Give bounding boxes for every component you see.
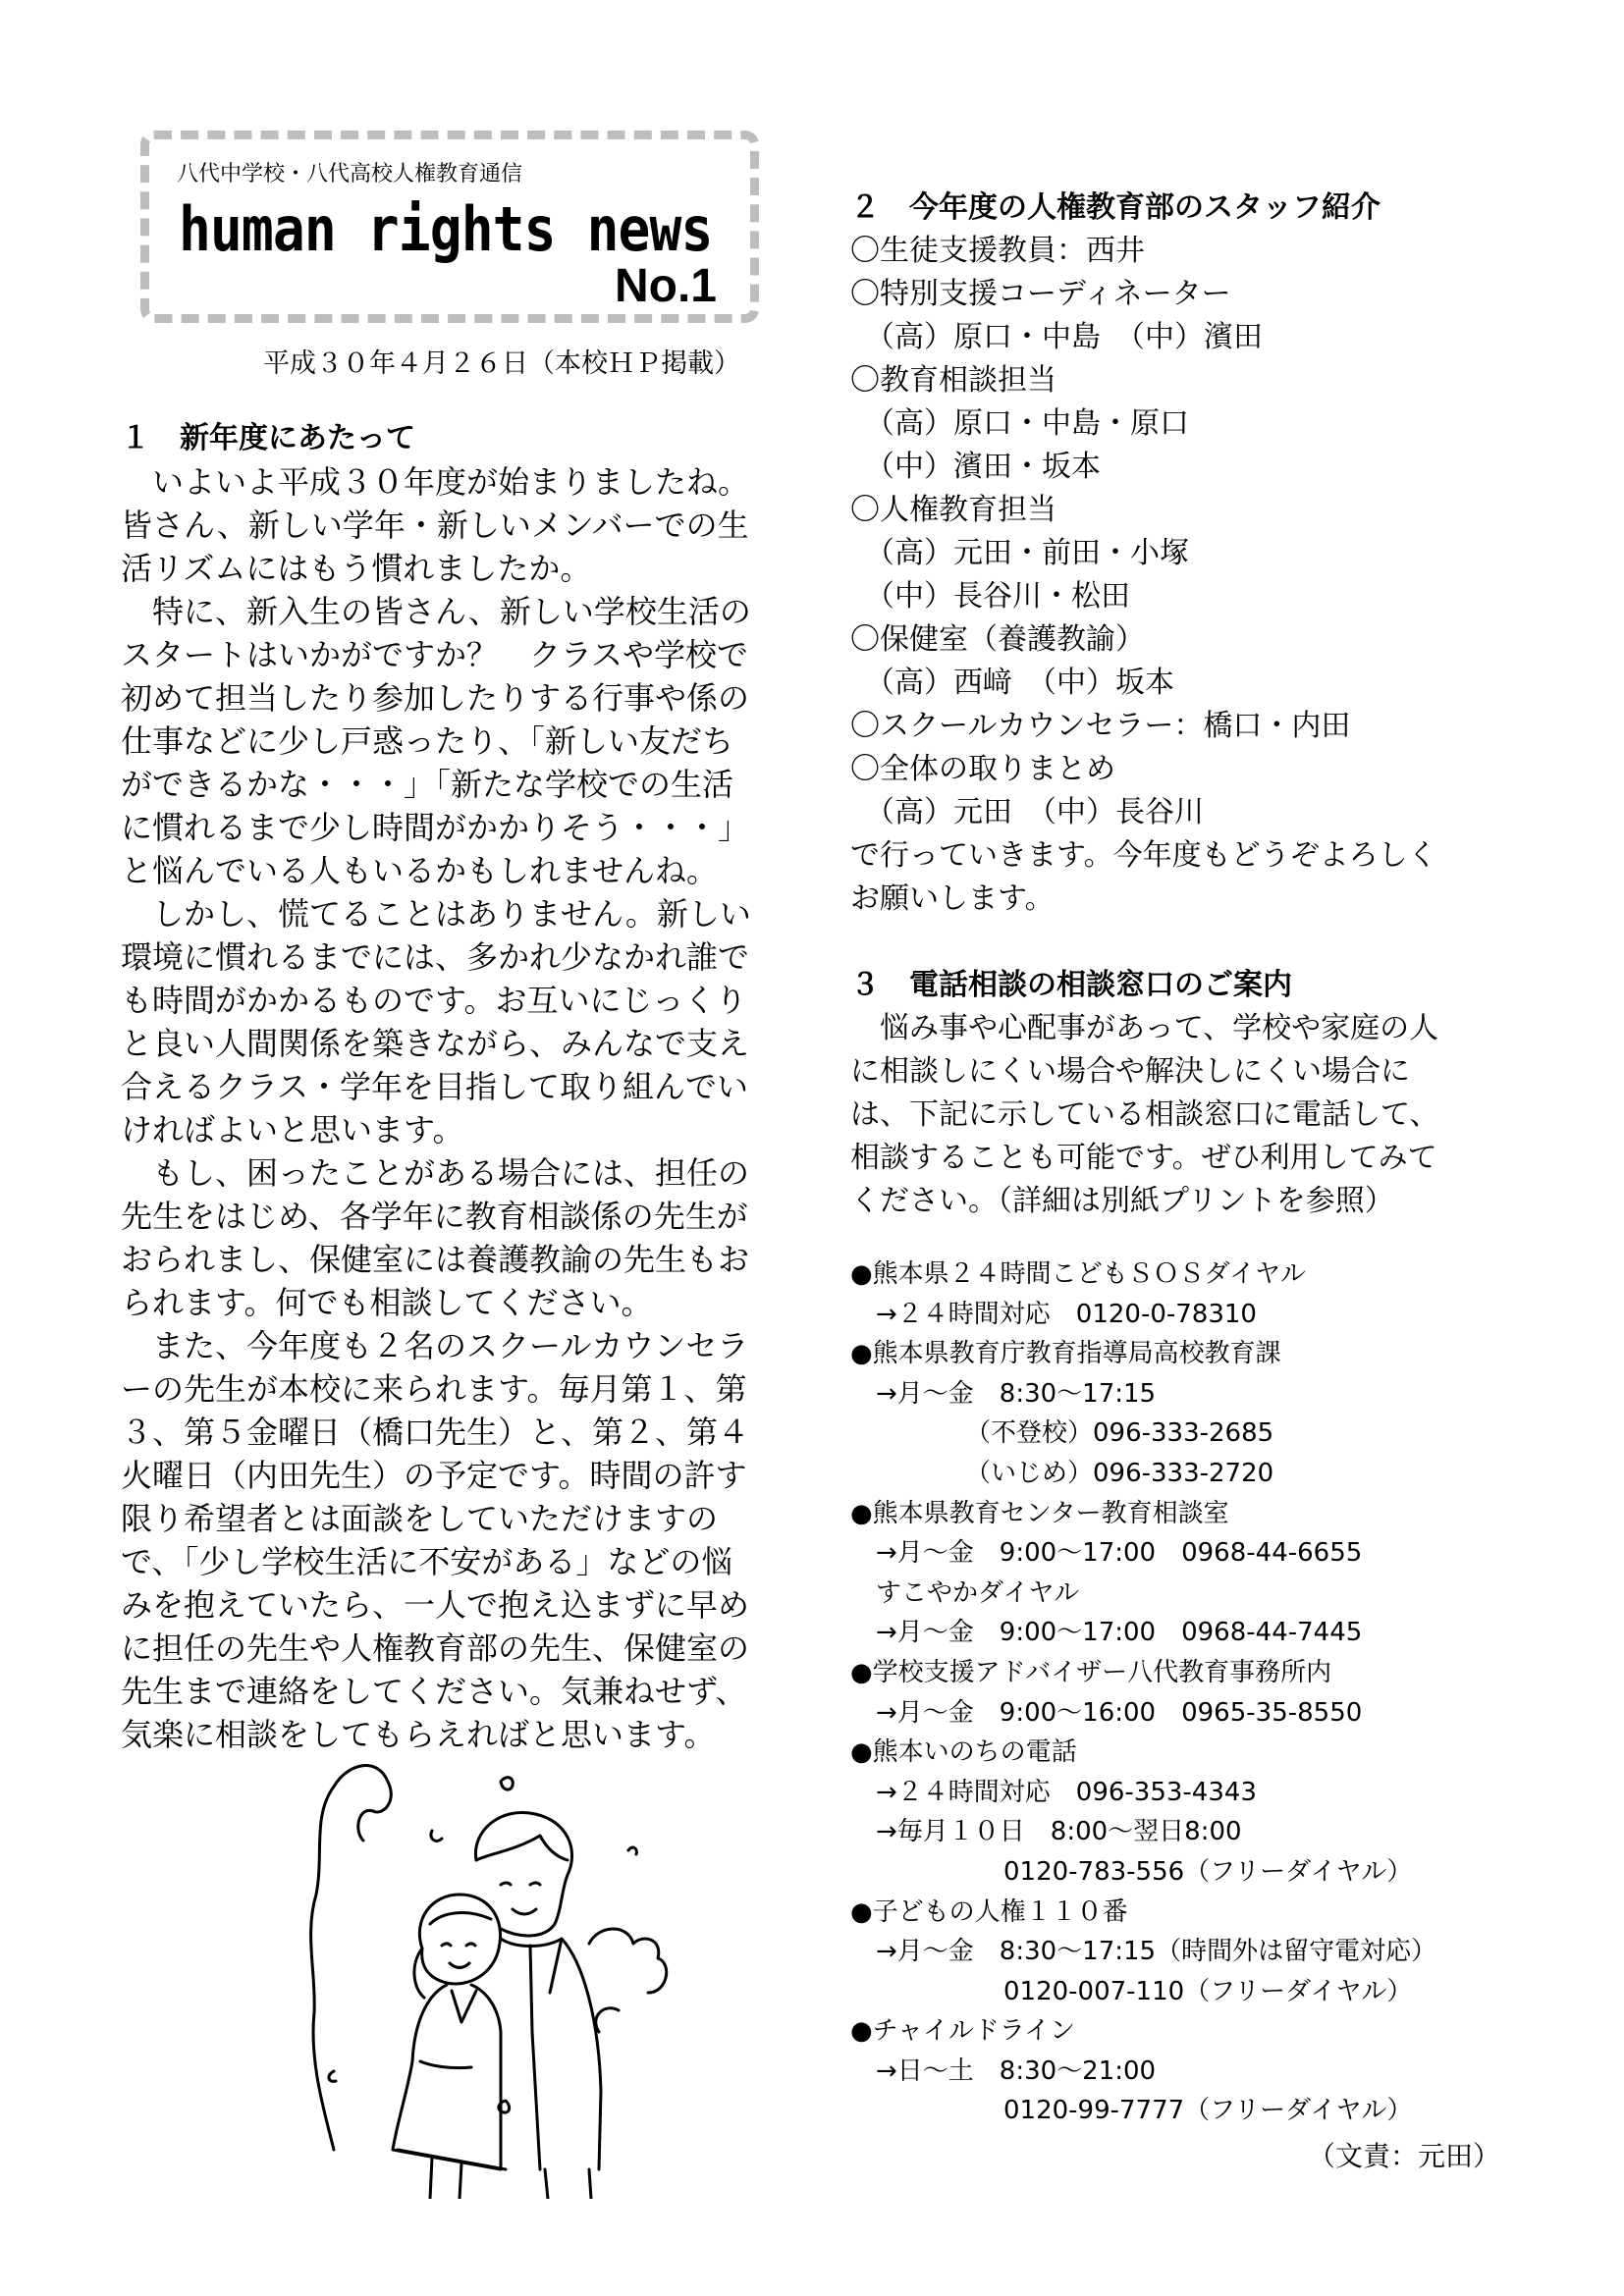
newsletter-title: human rights news [179, 193, 713, 265]
contact-line: （いじめ）096-333-2720 [850, 1458, 1274, 1488]
text-line: みを抱えていたら、一人で抱え込まずに早め [121, 1586, 750, 1624]
contact-line: 0120-783-556（フリーダイヤル） [850, 1856, 1413, 1887]
staff-line: 〇人権教育担当 [850, 493, 1056, 527]
text-line: で、「少し学校生活に不安がある」などの悩 [121, 1543, 733, 1580]
author-credit: （文責：元田） [1308, 2140, 1501, 2172]
staff-line: 〇特別支援コーディネーター [850, 277, 1231, 311]
section-3 [850, 964, 1528, 2131]
staff-line: 〇生徒支援教員：西井 [850, 234, 1145, 268]
contact-line: ●チャイルドライン [850, 2016, 1076, 2047]
contact-line: →月～金 9:00～17:00 0968-44-7445 [850, 1618, 1363, 1648]
text-line: と悩んでいる人もいるかもしれませんね。 [121, 852, 719, 889]
newsletter-title-box [140, 131, 759, 323]
text-line: 特に、新入生の皆さん、新しい学校生活の [121, 593, 751, 630]
contact-line: ●熊本県２４時間こどもＳＯＳダイヤル [850, 1259, 1306, 1289]
text-line: ければよいと思います。 [121, 1111, 464, 1148]
contact-line: ●子どもの人権１１０番 [850, 1896, 1128, 1927]
contact-line: 0120-007-110（フリーダイヤル） [850, 1976, 1413, 2006]
text-line: もし、困ったことがある場合には、担任の [121, 1154, 750, 1192]
contact-line: →月～金 9:00～16:00 0965-35-8550 [850, 1697, 1363, 1728]
text-line: ３、第５金曜日（橋口先生）と、第２、第４ [121, 1414, 750, 1451]
contact-line: →２４時間対応 096-353-4343 [850, 1777, 1257, 1807]
staff-line: （高）原口・中島 （中）濱田 [850, 320, 1263, 354]
text-line: と良い人間関係を築きながら、みんなで支え [121, 1025, 750, 1062]
publish-date: 平成３０年４月２６日（本校ＨＰ掲載） [263, 348, 740, 379]
students-illustration [304, 1737, 697, 2199]
staff-line: （高）原口・中島・原口 [850, 406, 1189, 441]
text-line: 気楽に相談をしてもらえればと思います。 [121, 1716, 716, 1753]
text-line: スタートはいかがですか？ クラスや学校で [121, 636, 749, 673]
section-1 [121, 417, 798, 1756]
text-line: も時間がかかるものです。お互いにじっくり [121, 982, 747, 1019]
text-line: しかし、慌てることはありません。新しい [121, 895, 751, 933]
issue-number: No.1 [614, 260, 717, 312]
text-line: 相談することも可能です。ぜひ利用してみて [850, 1141, 1437, 1175]
text-line: 悩み事や心配事があって、学校や家庭の人 [850, 1011, 1439, 1045]
text-line: 限り希望者とは面談をしていただけますの [121, 1500, 719, 1537]
contact-line: ●熊本県教育庁教育指導局高校教育課 [850, 1339, 1281, 1369]
section-3-heading: ３ 電話相談の相談窓口のご案内 [850, 968, 1292, 1002]
text-line: 活リズムにはもう慣れましたか。 [121, 550, 592, 587]
newsletter-subtitle: 八代中学校・八代高校人権教育通信 [177, 162, 523, 187]
staff-line: 〇スクールカウンセラー：橋口・内田 [850, 709, 1351, 743]
section-2-heading: ２ 今年度の人権教育部のスタッフ紹介 [850, 190, 1380, 225]
staff-line: 〇全体の取りまとめ [850, 752, 1115, 786]
text-line: ができるかな・・・」「新たな学校での生活 [121, 766, 734, 803]
contact-line: →月～金 8:30～17:15（時間外は留守電対応） [850, 1937, 1437, 1967]
section-2 [850, 187, 1528, 921]
text-line: ください。（詳細は別紙プリントを参照） [850, 1184, 1394, 1218]
staff-line: （高）西﨑 （中）坂本 [850, 666, 1174, 700]
text-line: 初めて担当したり参加したりする行事や係の [121, 679, 750, 717]
text-line: に担任の先生や人権教育部の先生、保健室の [121, 1629, 750, 1667]
contact-line: 0120-99-7777（フリーダイヤル） [850, 2096, 1413, 2126]
text-line: 火曜日（内田先生）の予定です。時間の許す [121, 1457, 747, 1494]
staff-line: （高）元田・前田・小塚 [850, 536, 1189, 570]
staff-line: 〇教育相談担当 [850, 363, 1056, 398]
text-line: いよいよ平成３０年度が始まりましたね。 [121, 463, 750, 501]
contact-line: →月～金 8:30～17:15 [850, 1378, 1157, 1409]
contact-line: すこやかダイヤル [850, 1577, 1080, 1608]
text-line: 合えるクラス・学年を目指して取り組んでい [121, 1068, 749, 1105]
section-1-heading: １ 新年度にあたって [121, 421, 415, 455]
staff-line: 〇保健室（養護教諭） [850, 622, 1145, 657]
staff-line: で行っていきます。今年度もどうぞよろしく [850, 838, 1437, 873]
contact-line: ●熊本県教育センター教育相談室 [850, 1498, 1229, 1528]
text-line: は、下記に示している相談窓口に電話して、 [850, 1097, 1439, 1132]
contact-line: →月～金 9:00～17:00 0968-44-6655 [850, 1538, 1363, 1569]
text-line: に相談しにくい場合や解決しにくい場合に [850, 1054, 1410, 1089]
right-column [850, 187, 1528, 2131]
contact-line: →２４時間対応 0120-0-78310 [850, 1299, 1257, 1329]
staff-line: （中）濱田・坂本 [850, 450, 1101, 484]
contact-line: →毎月１０日 8:00～翌日8:00 [850, 1817, 1242, 1847]
text-line: 先生まで連絡をしてください。気兼ねせず、 [121, 1673, 747, 1710]
contact-line: （不登校）096-333-2685 [850, 1418, 1274, 1449]
text-line: に慣れるまで少し時間がかかりそう・・・」 [121, 809, 750, 846]
staff-line: （高）元田 （中）長谷川 [850, 795, 1204, 829]
contact-line: ●熊本いのちの電話 [850, 1737, 1077, 1768]
contact-line: →日～土 8:30～21:00 [850, 2056, 1157, 2086]
text-line: 環境に慣れるまでには、多かれ少なかれ誰で [121, 938, 750, 976]
contact-list [850, 1255, 1528, 2131]
text-line: おられまし、保健室には養護教諭の先生もお [121, 1241, 750, 1278]
text-line: 先生をはじめ、各学年に教育相談係の先生が [121, 1198, 748, 1235]
text-line: 皆さん、新しい学年・新しいメンバーでの生 [121, 507, 749, 544]
text-line: られます。何でも相談してください。 [121, 1284, 653, 1321]
staff-line: お願いします。 [850, 881, 1055, 916]
text-line: また、今年度も２名のスクールカウンセラ [121, 1327, 749, 1364]
contact-line: ●学校支援アドバイザー八代教育事務所内 [850, 1657, 1332, 1687]
section-1-body [121, 460, 798, 1756]
staff-line: （中）長谷川・松田 [850, 579, 1130, 614]
text-line: 仕事などに少し戸惑ったり、「新しい友だち [121, 722, 734, 760]
text-line: ーの先生が本校に来られます。毎月第１、第 [121, 1370, 747, 1408]
